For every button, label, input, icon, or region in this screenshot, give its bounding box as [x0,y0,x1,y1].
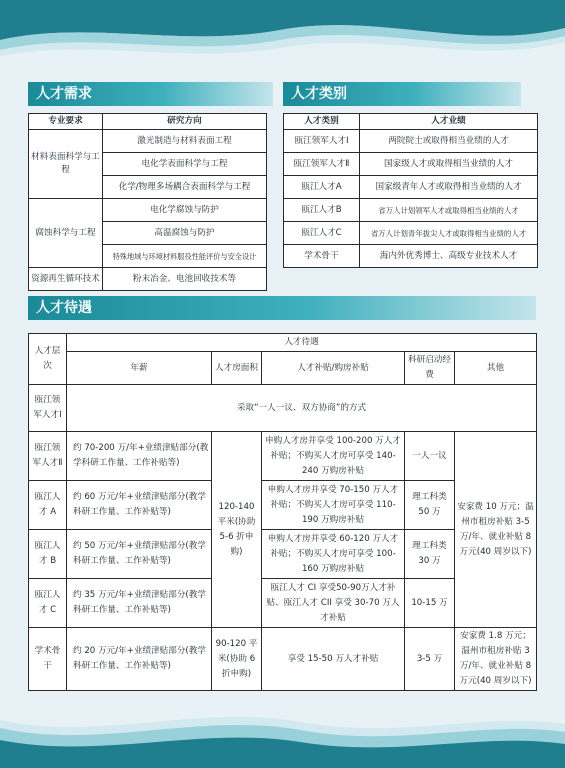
table-row [284,199,538,222]
direction-cell: 高温腐蚀与防护 [103,222,267,245]
other-benefits-cell: 安家费 10 万元；温州市租房补贴 3-5 万/年、就业补贴 8 万元(40 周岁以下) [455,432,537,628]
direction-cell: 化学/物理多场耦合表面科学与工程 [103,176,267,199]
column-header-level: 人才层次 [29,334,67,385]
table-row [29,130,267,153]
column-header-research-funds: 科研启动经费 [405,352,455,385]
research-funds-cell: 理工科类 50 万 [405,481,455,530]
research-funds-cell: 一人一议 [405,432,455,481]
category-name-cell: 瓯江领军人才Ⅱ [284,153,360,176]
column-header-salary: 年薪 [67,352,212,385]
category-merit-cell: 两院院士或取得相当业绩的人才 [360,130,538,153]
column-header-merit: 人才业绩 [360,114,538,130]
table-row [29,268,267,291]
research-funds-cell: 3-5 万 [405,628,455,691]
table-header-row [284,114,538,130]
direction-cell: 特殊地域与环境材料服役性能评价与安全设计 [103,245,267,268]
research-funds-cell: 理工科类 30 万 [405,530,455,579]
housing-area-cell: 90-120 平米(协助 6 折申购) [212,628,262,691]
salary-cell: 约 20 万元/年+业绩津贴部分(教学科研工作量、工作补贴等) [67,628,212,691]
table-row [284,245,538,268]
table-row [29,199,267,222]
level-cell: 瓯江人才 B [29,530,67,579]
column-header-treatment: 人才待遇 [67,334,537,352]
direction-cell: 激光制造与材料表面工程 [103,130,267,153]
category-merit-cell: 海内外优秀博士、高级专业技术人才 [360,245,538,268]
bottom-wave-decoration [0,698,565,768]
talent-demand-table [28,113,267,291]
subsidy-cell: 申购人才房并享受 70-150 万人才补贴；不购买人才房可享受 110-190 万购房补贴 [262,481,405,530]
demand-section-title: 人才需求 [28,82,273,106]
talent-treatment-table [28,333,537,691]
category-name-cell: 瓯江人才C [284,222,360,245]
table-row [284,222,538,245]
major-cell: 资源再生循环技术 [29,268,103,291]
level-cell: 学术骨干 [29,628,67,691]
table-row [29,628,537,691]
category-name-cell: 瓯江领军人才Ⅰ [284,130,360,153]
column-header-major: 专业要求 [29,114,103,130]
subsidy-cell: 申购人才房并享受 100-200 万人才补贴；不购买人才房可享受 140-240 万购房补贴 [262,432,405,481]
other-benefits-cell: 安家费 1.8 万元；温州市租房补贴 3 万/年、就业补贴 8 万元(40 周岁以下) [455,628,537,691]
table-row [284,130,538,153]
salary-cell: 约 70-200 万/年+业绩津贴部分(教学科研工作量、工作补贴等) [67,432,212,481]
top-wave-decoration [0,0,565,70]
salary-cell: 约 35 万元/年+业绩津贴部分(教学科研工作量、工作补贴等) [67,579,212,628]
research-funds-cell: 10-15 万 [405,579,455,628]
column-header-subsidy: 人才补贴/购房补贴 [262,352,405,385]
level-cell: 瓯江人才 A [29,481,67,530]
category-merit-cell: 国家级青年人才或取得相当业绩的人才 [360,176,538,199]
salary-cell: 约 60 万元/年+业绩津贴部分(教学科研工作量、工作补贴等) [67,481,212,530]
category-merit-cell: 省万人计划青年拔尖人才或取得相当业绩的人才 [360,222,538,245]
column-header-other: 其他 [455,352,537,385]
table-header-row [29,334,537,352]
direction-cell: 电化学表面科学与工程 [103,153,267,176]
column-header-housing-area: 人才房面积 [212,352,262,385]
category-name-cell: 瓯江人才B [284,199,360,222]
major-cell: 腐蚀科学与工程 [29,199,103,268]
talent-category-table [283,113,538,268]
table-row [284,153,538,176]
subsidy-cell: 享受 15-50 万人才补贴 [262,628,405,691]
direction-cell: 电化学腐蚀与防护 [103,199,267,222]
table-row [29,432,537,481]
column-header-direction: 研究方向 [103,114,267,130]
subsidy-cell: 申购人才房并享受 60-120 万人才补贴；不购买人才房可享受 100-160 万购房补贴 [262,530,405,579]
table-row [29,385,537,432]
table-row [284,176,538,199]
category-merit-cell: 省万人计划领军人才或取得相当业绩的人才 [360,199,538,222]
salary-cell: 约 50 万元/年+业绩津贴部分(教学科研工作量、工作补贴等) [67,530,212,579]
column-header-category: 人才类别 [284,114,360,130]
direction-cell: 粉末冶金、电池回收技术等 [103,268,267,291]
major-cell: 材料表面科学与工程 [29,130,103,199]
subsidy-cell: 瓯江人才 CI 享受50-90万人才补贴、瓯江人才 CII 享受 30-70 万人才补贴 [262,579,405,628]
negotiation-cell: 采取“一人一议、双方协商”的方式 [67,385,537,432]
table-header-row [29,114,267,130]
category-merit-cell: 国家级人才或取得相当业绩的人才 [360,153,538,176]
level-cell: 瓯江领军人才Ⅰ [29,385,67,432]
table-header-row [29,352,537,385]
category-section-title: 人才类别 [283,82,521,106]
level-cell: 瓯江领军人才Ⅱ [29,432,67,481]
housing-area-cell: 120-140 平米(协助 5-6 折申购) [212,432,262,628]
level-cell: 瓯江人才 C [29,579,67,628]
treatment-section-title: 人才待遇 [28,296,536,320]
category-name-cell: 学术骨干 [284,245,360,268]
category-name-cell: 瓯江人才A [284,176,360,199]
